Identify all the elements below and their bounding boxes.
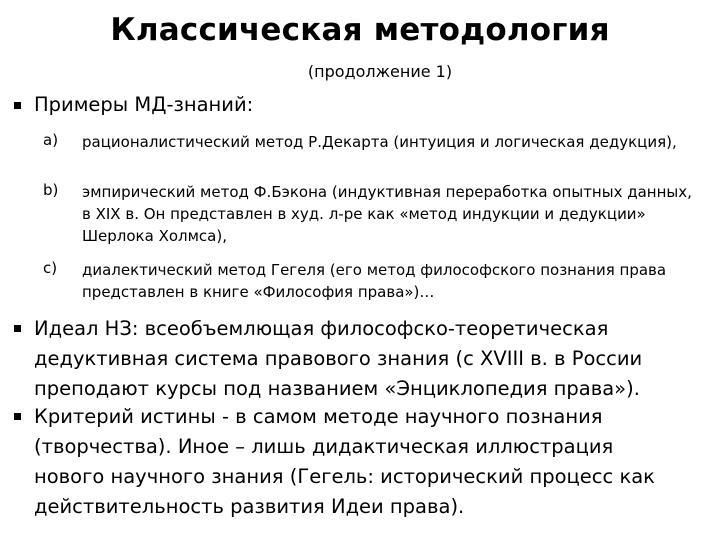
slide-title: Классическая методология [110, 12, 610, 48]
bullet-marker [14, 413, 21, 420]
bullet-examples: Примеры МД-знаний: [34, 93, 254, 116]
subitem-marker-a: a) [43, 131, 59, 149]
subitem-marker-b: b) [43, 181, 59, 199]
subitem-marker-c: c) [43, 259, 58, 277]
bullet-criterion: Критерий истины - в самом методе научного познания (творчества). Иное – лишь дидактическая иллюстрация нового научного знания (Гегель: исторический процесс как действительность развития Идеи права). [34, 405, 655, 518]
subitem-text-c: диалектический метод Гегеля (его метод философского познания права представлен в книге «Философия права»)… [82, 261, 667, 301]
bullet-marker [14, 102, 21, 109]
subitem-text-b: эмпирический метод Ф.Бэкона (индуктивная переработка опытных данных, в XIX в. Он представлен в худ. л-ре как «метод индукции и дедукции» Шерлока Холмса), [82, 183, 692, 245]
bullet-marker [14, 325, 21, 332]
bullet-ideal: Идеал НЗ: всеобъемлющая философско-теоретическая дедуктивная система правового знания (с XVIII в. в России преподают курсы под названием «Энциклопедия права»). [34, 317, 643, 400]
slide-subtitle: (продолжение 1) [307, 62, 453, 81]
subitem-text-a: рационалистический метод Р.Декарта (интуиция и логическая дедукция), [82, 133, 677, 151]
